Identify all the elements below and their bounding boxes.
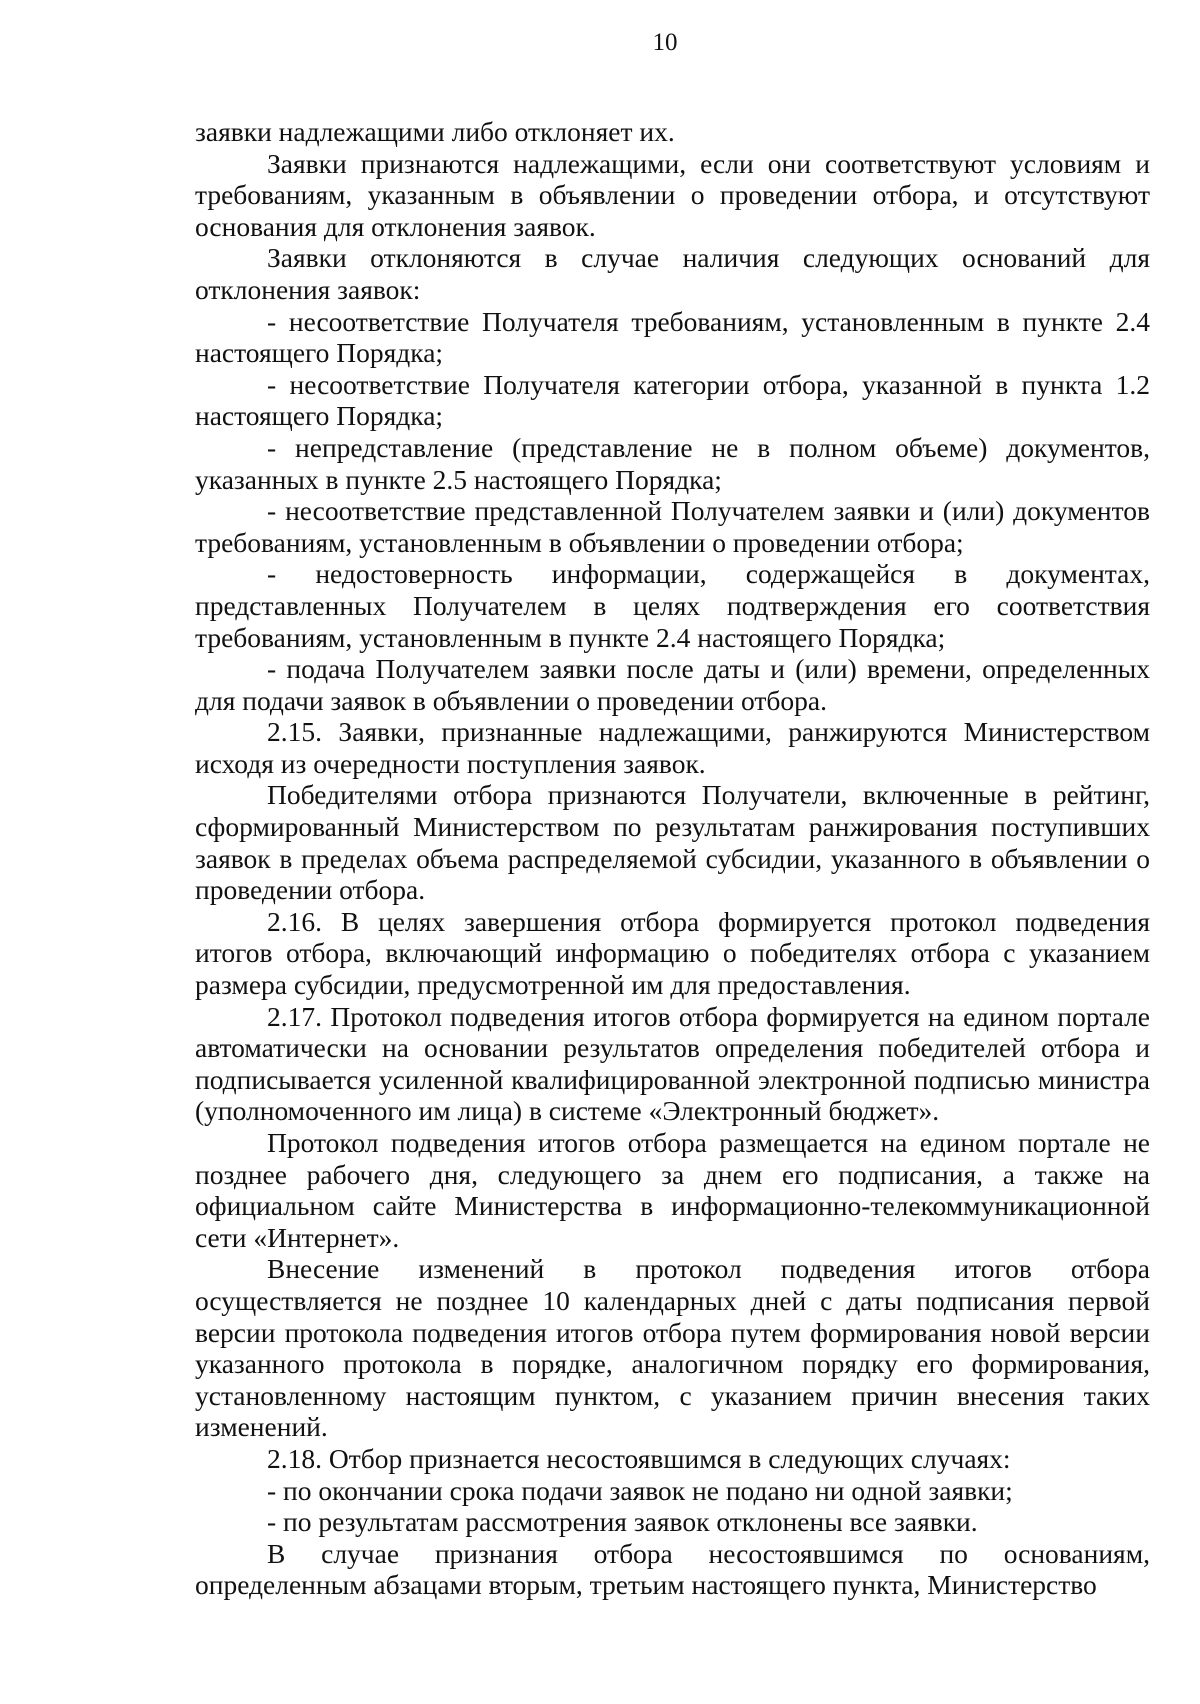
- paragraph: заявки надлежащими либо отклоняет их.: [195, 116, 675, 147]
- paragraph: - непредставление (представление не в полном объеме) документов, указанных в пункте 2.5 настоящего Порядка;: [195, 431, 1150, 495]
- document-body: [195, 116, 1150, 1601]
- paragraph: В случае признания отбора несостоявшимся по основаниям, определенным абзацами вторым, третьим настоящего пункта, Министерство: [195, 1537, 1150, 1601]
- paragraph: - несоответствие Получателя категории отбора, указанной в пункта 1.2 настоящего Порядка;: [195, 368, 1150, 432]
- paragraph: - недостоверность информации, содержащейся в документах, представленных Получателем в целях подтверждения его соответствия требованиям, установленным в пункте 2.4 настоящего Порядка;: [195, 558, 1150, 653]
- paragraph: Внесение изменений в протокол подведения итогов отбора осуществляется не позднее 10 календарных дней с даты подписания первой версии протокола подведения итогов отбора путем формирования новой версии указанного протокола в порядке, аналогичном порядку его формирования, установленному настоящим пунктом, с указанием причин внесения таких изменений.: [195, 1253, 1150, 1443]
- paragraph: - несоответствие представленной Получателем заявки и (или) документов требованиям, установленным в объявлении о проведении отбора;: [195, 495, 1150, 558]
- paragraph: - по окончании срока подачи заявок не подано ни одной заявки;: [267, 1474, 1013, 1506]
- paragraph: - по результатам рассмотрения заявок отклонены все заявки.: [267, 1506, 978, 1538]
- page-number: 10: [652, 29, 678, 56]
- paragraph: 2.15. Заявки, признанные надлежащими, ранжируются Министерством исходя из очередности поступления заявок.: [195, 716, 1150, 779]
- paragraph: 2.16. В целях завершения отбора формируется протокол подведения итогов отбора, включающий информацию о победителях отбора с указанием размера субсидии, предусмотренной им для предоставления.: [195, 905, 1150, 1001]
- paragraph: Протокол подведения итогов отбора размещается на едином портале не позднее рабочего дня, следующего за днем его подписания, а также на официальном сайте Министерства в информационно-телекоммуникационной сети «Интернет».: [195, 1127, 1150, 1253]
- paragraph: Заявки отклоняются в случае наличия следующих оснований для отклонения заявок:: [195, 242, 1150, 305]
- paragraph: - несоответствие Получателя требованиям, установленным в пункте 2.4 настоящего Порядка;: [195, 305, 1150, 369]
- paragraph: - подача Получателем заявки после даты и (или) времени, определенных для подачи заявок в объявлении о проведении отбора.: [195, 653, 1150, 716]
- paragraph: 2.17. Протокол подведения итогов отбора формируется на едином портале автоматически на основании результатов определения победителей отбора и подписывается усиленной квалифицированной электронной подписью министра (уполномоченного им лица) в системе «Электронный бюджет».: [195, 1000, 1150, 1127]
- paragraph: Заявки признаются надлежащими, если они соответствуют условиям и требованиям, указанным в объявлении о проведении отбора, и отсутствуют основания для отклонения заявок.: [195, 147, 1150, 242]
- paragraph: 2.18. Отбор признается несостоявшимся в следующих случаях:: [267, 1442, 1011, 1474]
- paragraph: Победителями отбора признаются Получатели, включенные в рейтинг, сформированный Министерством по результатам ранжирования поступивших заявок в пределах объема распределяемой субсидии, указанного в объявлении о проведении отбора.: [195, 779, 1150, 906]
